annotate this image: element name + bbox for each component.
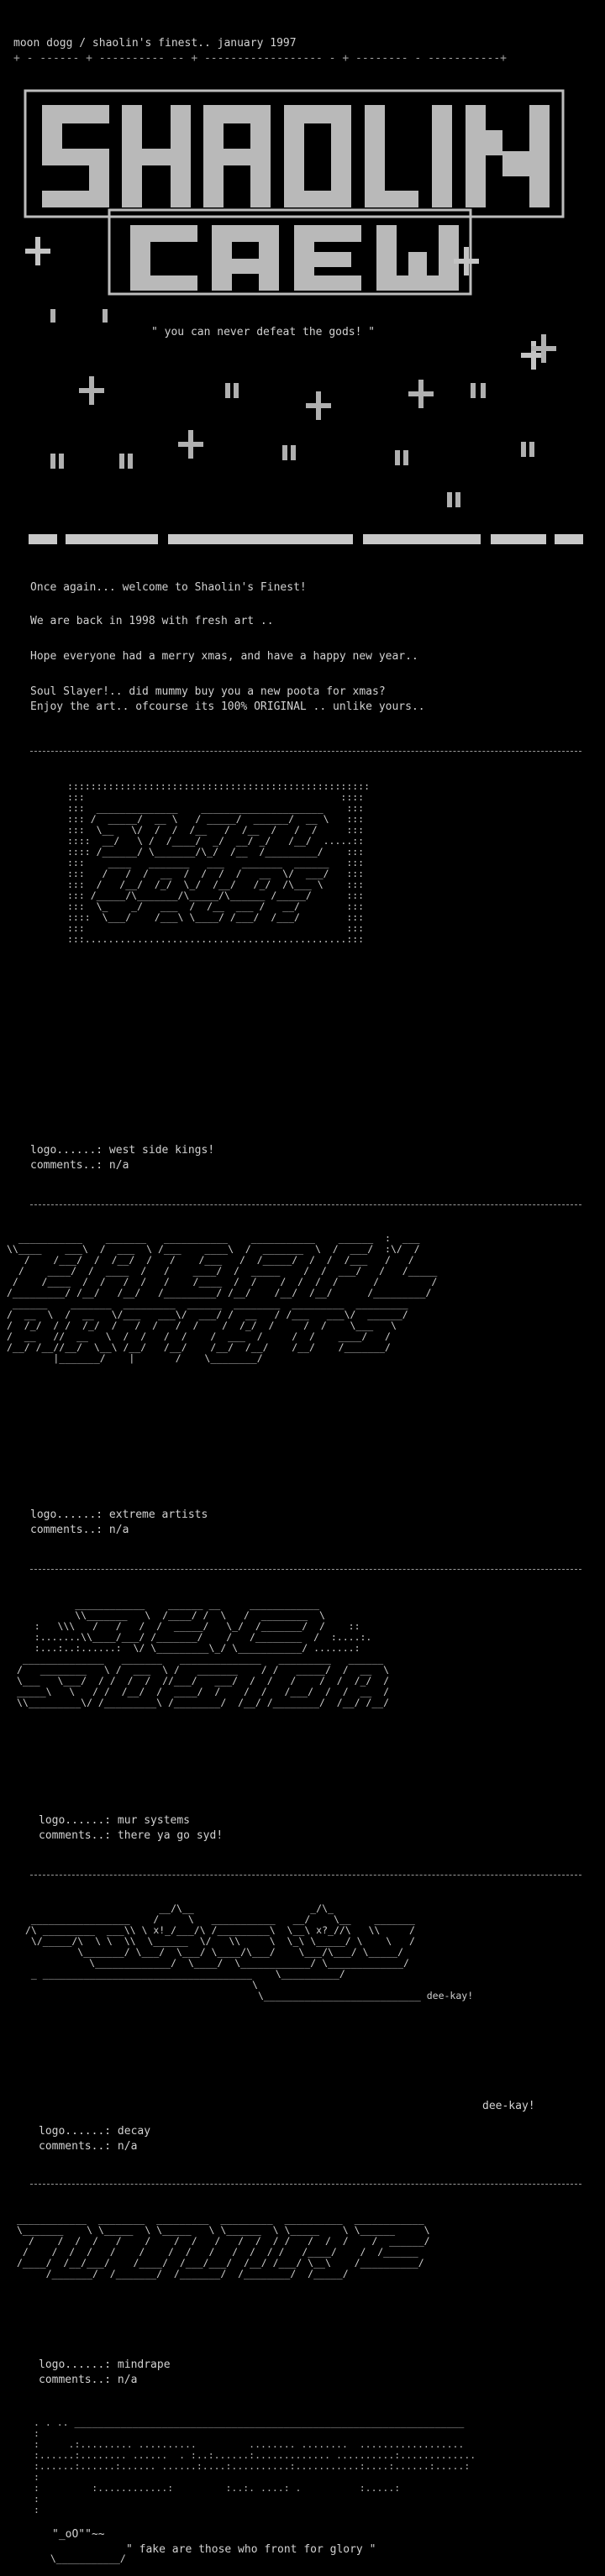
footer-signoff: " fake are those who front for glory " [126,2543,376,2556]
intro-line-5: Enjoy the art.. ofcourse its 100% ORIGINAL .. unlike yours.. [30,700,425,713]
intro-line-1: Once again... welcome to Shaolin's Finest! [30,581,307,594]
mindrape-ascii: ____________ ________ _________ _________ __________ ____________ \_______ \ \_____ \ \_____ \ \______ \ \_____ \ \______ \ / / / / / / / / / / / / / / / / / ______/ / / / / / / / / / / / / / /____/ / /______ /____/ /__/___/ /____/ /___/___/ /__/ /___/ \__\ /__________/ /_______/ /_______/ /_______/ /________/ /_____/ [17,2213,430,2280]
section-separator [30,2184,581,2185]
west-side-kings-ascii: :::::::::::::::::::::::::::::::::::::::::::::::::::: ::: :::: ::: ______________ _____________________ ::: ::: / _____/ __ \ / _____/ ______/ __ \ ::: ::: \__ \/ / / /__ / /__ / / / ::: :::: __/ \ / /____/ _/ __/ _/ /__/ .....:: :::: /______/ \_______/\_/ /__ /_________/ ::: ::: ____ _______ ___ _______ ______ ::: ::: / / / __ / / / / __ \/ ___/ ::: ::: / /__/ /_/ \_/ /__/ /_/ /\___ \ ::: ::: /_____/\_______/\_____/\______ /_____/ ::: ::: \_ _/ ___ / /__ ___ / __/ ::: :::: \___/ /___\ \____/ /___/ /___/ ::: ::: ::: :::.............................................::: [67,780,371,945]
divider-bars [29,534,583,544]
footer-doodle: "_oO""~~ [52,2528,105,2541]
mur-systems-ascii: ____________ ______ __ ____________ \\_______ \ /____/ / \ / ________ \ : \\\ / / / / _____/ \_/ /_______/ / :: :.......\\____/___/ /_______/ / /________ / :....:. :...:..:......: \/ \_________\_/ \___________/ .......: ______________ _______ ______________ _________ ______ / ________ \ / ___ \ / _______ / / _____/ / __ \ \___ \___/ / / / / //___/ ___/ / / / / / /_/ / _____\ \ / / /__/ / ____/ / / / /___/ / / __ / \\_________\/ /_________\ /________/ /__/ /________/ /__/ /__/ [17,1598,390,1708]
section-separator [30,1204,581,1205]
comments-label-5: comments..: n/a [39,2374,138,2386]
footer-ascii: . . .. ___________________________________________________________________ : : .:......... .......... ........ ........ .................. :......:........ ...... . :..:......:............. ..........:............. :......:......:...... ......:....:..........:...........:....:......:.....: : : :............: :..:. ....: . :.....: : : [34,2416,476,2516]
comments-label-4: comments..: n/a [39,2140,138,2153]
header-title: moon dogg / shaolin's finest.. january 1997 [13,37,297,50]
intro-line-2: We are back in 1998 with fresh art .. [30,615,274,627]
logo-label-1: logo......: west side kings! [30,1144,215,1157]
header-rule: + - ------ + ---------- -- + ------------------ - + -------- - -----------+ [13,52,507,65]
logo-label-3: logo......: mur systems [39,1814,191,1827]
section-separator [30,1875,581,1876]
comments-label-1: comments..: n/a [30,1159,129,1172]
intro-line-3: Hope everyone had a merry xmas, and have a happy new year.. [30,650,418,663]
logo-label-2: logo......: extreme artists [30,1508,208,1521]
footer-underline: \___________/ [39,2552,126,2564]
banner-tagline: " you can never defeat the gods! " [151,326,376,338]
extreme-artists-ascii: ___________ _______ ___________ ___________ ______ : ___ \\____ ___\ / ___ \ /___ ____\ / _______ \ / ___/ :\/ / / /___/ / /__/ / / /___ / /_____/ / / /___ / / / ____/ / ____ / / ____/ / _____ / / ___/ / /_____ / /____ / / / / / /____ / / / / / / / / /_________/ /__/ /__/ /_________/ /__/ /__/ /__/ /_________/ ______ _______ _________ ______ ________ _________ _________ / __ \ / __ \/___ ___\/ ___/ / __ / /___ ___\/ ______/ / /_/ / / /_/ / / / / / / /_/ / / / \___ \ / __ // __ \ / / / / / ___ / / / ____/ / /__/ /__//__/ \__\ /__/ /__/ /__/ /__/ /__/ /_______/ |_______/ | / \________/ [7,1232,438,1364]
decay-ascii: __/\__ _/\_ _________________ / \ ___________ __/ \__ _______ /\ _________ ___\\ \ x!_/___/\ /_________\ \__\ x?_//\ \\ / \/_____/\ \ \ \\ \______ \/ \\ \ \_\ \_____/ \ \ / \_______/ \___/ \___/ \____/\___/ \___/\___/ \_____/ \_____________/ \____/ \____________/ \_____________/ _ ____________________________________ \__________/ \ \___________________________ dee-kay! [25,1902,474,2002]
logo-label-4: logo......: decay [39,2125,151,2138]
comments-label-2: comments..: n/a [30,1524,129,1536]
logo-label-5: logo......: mindrape [39,2358,171,2371]
comments-label-3: comments..: there ya go syd! [39,1829,224,1842]
star-field [0,302,605,521]
decay-artist-tag: dee-kay! [482,2100,535,2112]
intro-line-4: Soul Slayer!.. did mummy buy you a new poota for xmas? [30,685,386,698]
section-separator [30,751,581,752]
section-separator [30,1569,581,1570]
